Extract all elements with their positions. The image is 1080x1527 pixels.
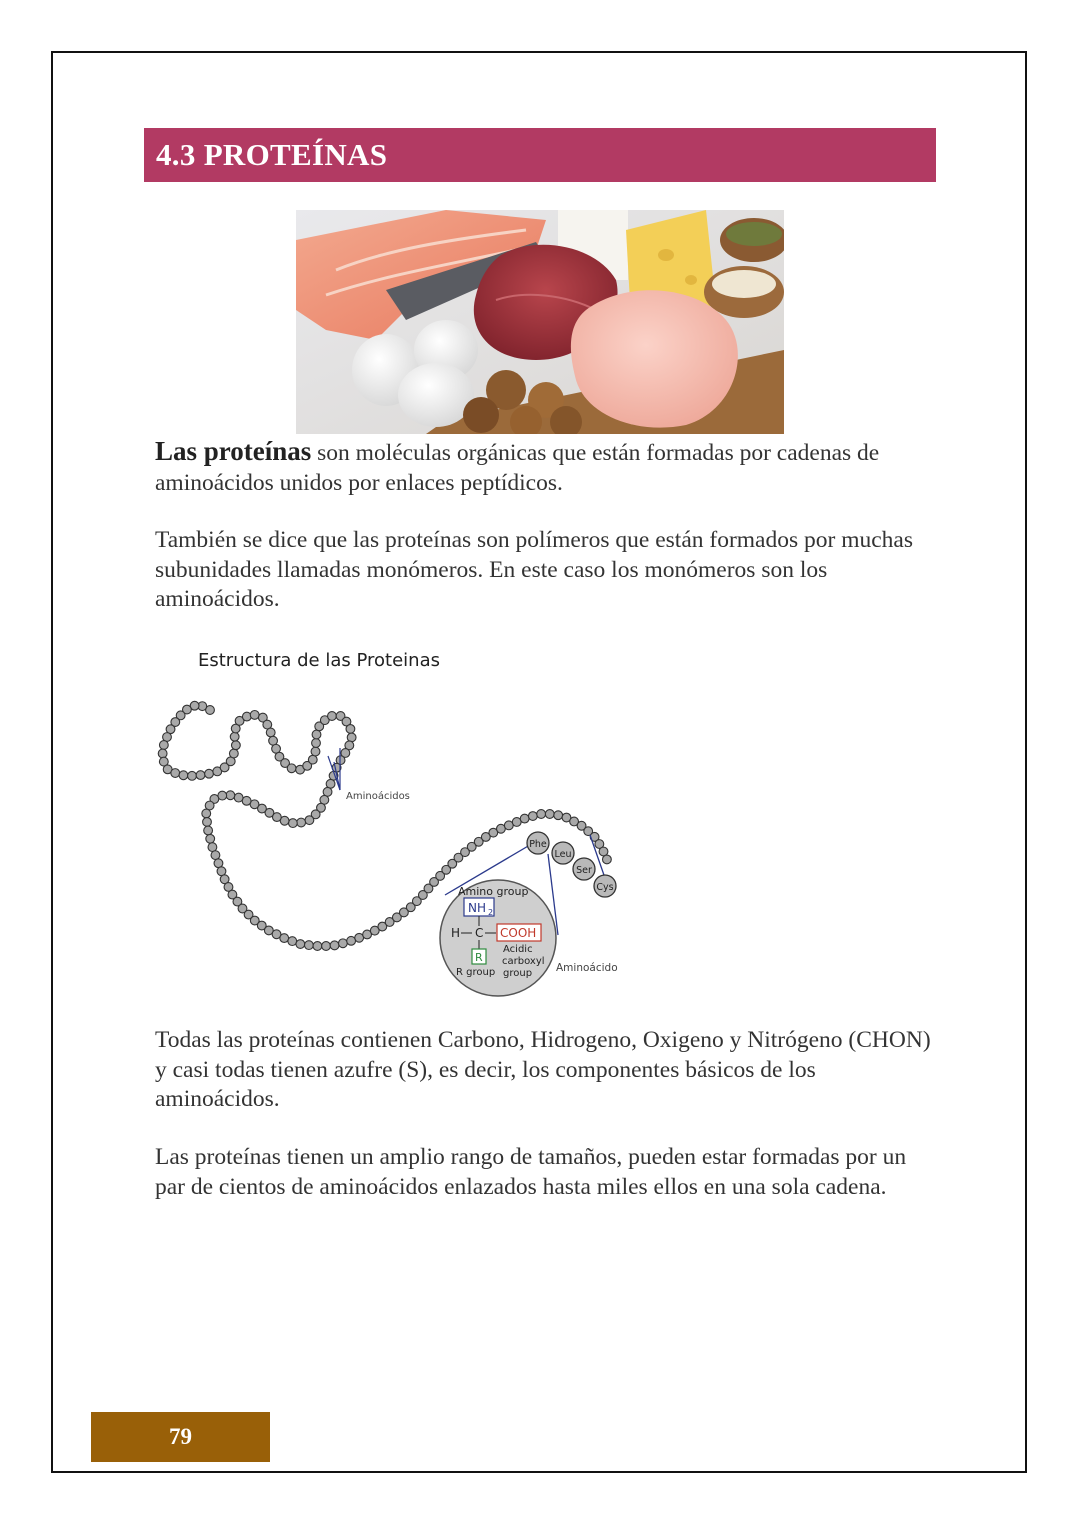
amino-acid-bead: [188, 771, 197, 780]
amino-acid-bead: [280, 934, 289, 943]
r-label: R: [475, 951, 483, 964]
amino-acid-bead: [234, 793, 243, 802]
amino-acid-bead: [338, 939, 347, 948]
residue-leu: [552, 842, 574, 864]
amino-acid-bead: [196, 771, 205, 780]
section-header: [144, 128, 936, 182]
amino-acid-bead: [158, 749, 167, 758]
amino-acid-bead: [269, 736, 278, 745]
amino-group-label: Amino group: [458, 885, 529, 898]
amino-acid-bead: [545, 810, 554, 819]
protein-structure-diagram: [150, 640, 650, 1000]
amino-acid-bead: [304, 941, 313, 950]
amino-acid-bead: [208, 843, 217, 852]
amino-acid-bead: [203, 818, 212, 827]
protein-foods-photo: [296, 210, 784, 434]
amino-acid-bead: [313, 942, 322, 951]
aminoacidos-label: Aminoácidos: [346, 791, 410, 802]
amino-acid-bead: [330, 941, 339, 950]
section-title: 4.3 PROTEÍNAS: [156, 137, 388, 172]
aminoacido-label: Aminoácido: [556, 962, 618, 974]
amino-acid-bead: [202, 809, 211, 818]
amino-acid-bead: [204, 826, 213, 835]
group-label: group: [503, 968, 533, 979]
amino-acid-bead: [322, 942, 331, 951]
amino-acid-bead: [297, 818, 306, 827]
amino-acid-bead: [296, 940, 305, 949]
amino-acid-detail: [440, 880, 556, 996]
cooh-label: COOH: [500, 926, 537, 940]
nh2-label: NH: [468, 901, 486, 915]
amino-acid-bead: [312, 739, 321, 748]
amino-acid-bead: [205, 769, 214, 778]
amino-acid-bead: [305, 816, 314, 825]
amino-acid-bead: [230, 732, 239, 741]
amino-acid-bead: [287, 764, 296, 773]
amino-acid-bead: [229, 749, 238, 758]
amino-acid-bead: [266, 728, 275, 737]
paragraph-polymers: También se dice que las proteínas son polímeros que están formados por muchas subunidades llamadas monómeros. En este caso los monómeros son los aminoácidos.: [155, 527, 913, 612]
amino-acid-bead: [288, 819, 297, 828]
svg-text:Cys: Cys: [596, 882, 614, 893]
svg-text:Ser: Ser: [576, 865, 592, 876]
h-atom: H: [451, 926, 461, 940]
acidic-label: Acidic: [503, 944, 533, 955]
nh2-subscript: 2: [488, 908, 494, 917]
amino-acid-bead: [288, 937, 297, 946]
amino-acid-bead: [347, 936, 356, 945]
amino-acid-bead: [211, 851, 220, 860]
diagram-title: Estructura de las Proteinas: [198, 650, 440, 671]
amino-acid-bead: [242, 712, 251, 721]
c-atom: C: [475, 926, 484, 940]
amino-acid-bead: [346, 725, 355, 734]
amino-acid-bead: [159, 741, 168, 750]
residue-ser: [573, 858, 595, 880]
residue-phe: [527, 832, 549, 854]
amino-acid-bead: [312, 730, 321, 739]
amino-acid-bead: [308, 755, 317, 764]
amino-acid-bead: [214, 859, 223, 868]
amino-acid-bead: [326, 779, 335, 788]
amino-acid-bead: [328, 712, 337, 721]
r-group-label: R group: [456, 967, 496, 978]
paragraph-sizes: Las proteínas tienen un amplio rango de tamaños, pueden estar formadas por un par de cientos de aminoácidos enlazados hasta miles ellos en una sola cadena.: [155, 1144, 907, 1200]
amino-acid-bead: [171, 769, 180, 778]
amino-acid-bead: [226, 791, 235, 800]
amino-acid-bead: [179, 771, 188, 780]
paragraph-definition-text: son moléculas orgánicas que están formadas por cadenas de aminoácidos unidos por enlaces peptídicos.: [155, 440, 880, 496]
paragraph-definition: [155, 437, 935, 498]
amino-acid-bead: [602, 855, 611, 864]
amino-acid-bead: [250, 710, 259, 719]
paragraph-definition-term: Las proteínas: [155, 436, 312, 466]
page-number: 79: [169, 1424, 192, 1449]
amino-acid-bead: [537, 810, 546, 819]
paragraph-chon: Todas las proteínas contienen Carbono, Hidrogeno, Oxigeno y Nitrógeno (CHON) y casi todas tienen azufre (S), es decir, los componentes básicos de los aminoácidos.: [155, 1027, 931, 1112]
residue-cys: [594, 875, 616, 897]
amino-acid-bead: [231, 741, 240, 750]
amino-acid-bead: [520, 814, 529, 823]
carboxyl-label: carboxyl: [502, 956, 545, 967]
amino-acid-bead: [206, 834, 215, 843]
amino-acid-bead: [528, 812, 537, 821]
amino-acid-bead: [554, 811, 563, 820]
amino-acid-bead: [311, 747, 320, 756]
svg-text:Phe: Phe: [529, 839, 547, 850]
svg-text:Leu: Leu: [554, 849, 572, 860]
page-number-box: [91, 1412, 270, 1462]
